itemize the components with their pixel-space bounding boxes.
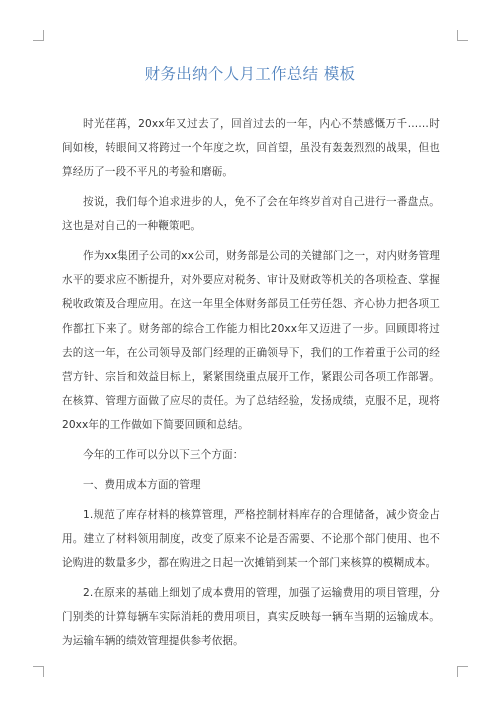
crop-mark-bottom-left (33, 666, 44, 677)
document-body (62, 112, 440, 653)
paragraph-intro: 时光荏苒，20xx年又过去了，回首过去的一年，内心不禁感慨万千……时间如梭，转眼间又将跨过一个年度之坎，回首望，虽没有轰轰烈烈的战果，但也算经历了一段不平凡的考验和磨砺。 (62, 118, 440, 179)
document-title: 财务出纳个人月工作总结 模板 (144, 65, 356, 83)
paragraph-item-1: 1.规范了库存材料的核算管理，严格控制材料库存的合理储备，减少资金占用。建立了材料领用制度，改变了原来不论是否需要、不论那个部门使用、也不论购进的数量多少，都在购进之日起一次摊销到某一个部门来核算的模糊成本。 (62, 508, 440, 569)
paragraph-department-overview: 作为xx集团子公司的xx公司，财务部是公司的关键部门之一，对内财务管理水平的要求应不断提升，对外要应对税务、审计及财政等机关的各项检查、掌握税收政策及合理应用。在这一年里全体财务部员工任劳任怨、齐心协力把各项工作都扛下来了。财务部的综合工作能力相比20xx年又迈进了一步。回顾即将过去的这一年，在公司领导及部门经理的正确领导下，我们的工作着重于公司的经营方针、宗旨和效益目标上，紧紧围绕重点展开工作，紧跟公司各项工作部署。在核算、管理方面做了应尽的责任。为了总结经验，发扬成绩，克服不足，现将20xx年的工作做如下简要回顾和总结。 (62, 250, 440, 432)
crop-mark-top-left (33, 30, 44, 41)
crop-mark-bottom-right (457, 666, 468, 677)
paragraph-item-2: 2.在原来的基础上细划了成本费用的管理，加强了运输费用的项目管理，分门别类的计算每辆车实际消耗的费用项目，真实反映每一辆车当期的运输成本。为运输车辆的绩效管理提供参考依据。 (62, 586, 440, 648)
crop-mark-top-right (457, 30, 468, 41)
paragraph-self-review: 按说，我们每个追求进步的人，免不了会在年终岁首对自己进行一番盘点。这也是对自己的一种鞭策吧。 (62, 196, 440, 233)
paragraph-work-aspects: 今年的工作可以分以下三个方面： (83, 449, 244, 462)
section-heading-cost-management: 一、费用成本方面的管理 (83, 478, 201, 491)
